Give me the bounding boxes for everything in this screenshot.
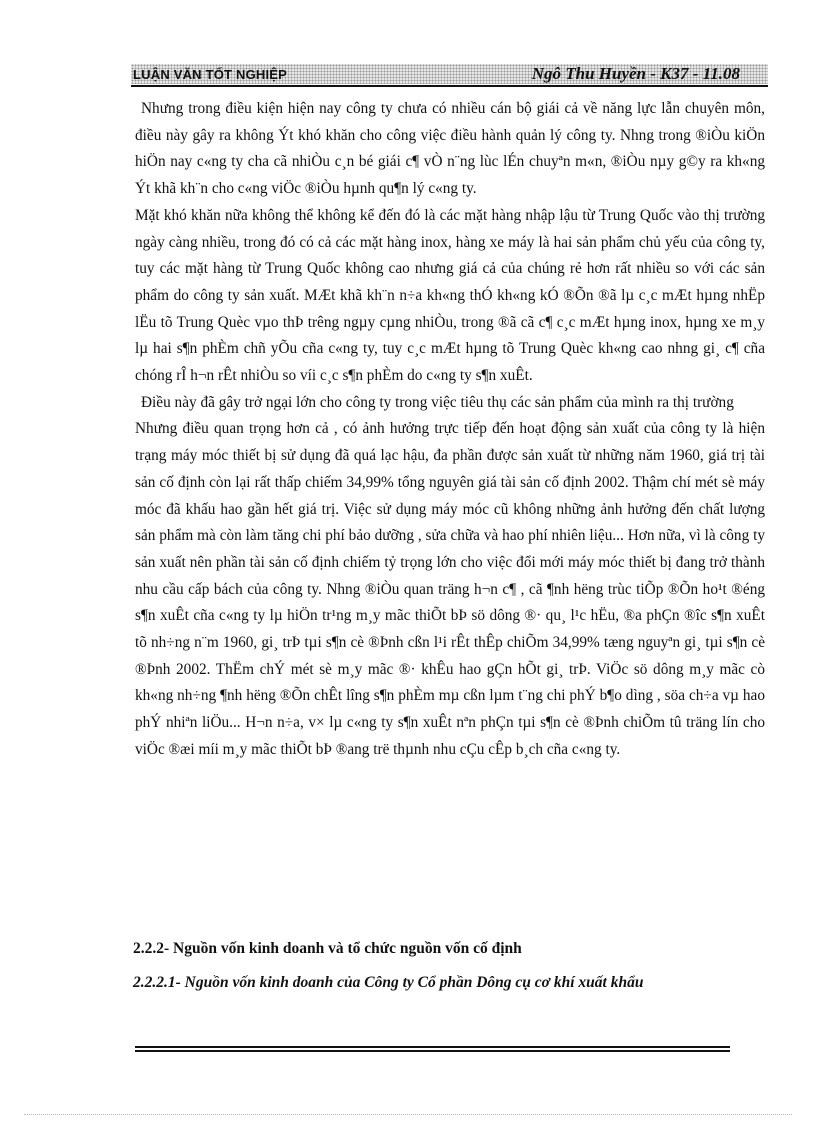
paragraph-4: Nhưng điều quan trọng hơn cả , có ảnh hưởng trực tiếp đến hoạt động sản xuất của công ty là hiện trạng máy móc thiết bị sử dụng đã quá lạc hậu, đa phần được sản xuất từ những năm 1960, giá trị tài sản cố định còn lại rất thấp chiếm 34,99% tổng nguyên giá tài sản cố định 2002. Thậm chí mét sè máy móc đã khấu hao gần hết giá trị. Việc sử dụng máy móc cũ không những ảnh hưởng đến chất lượng sản phẩm mà còn làm tăng chi phí bảo dưỡng , sửa chữa và hao phí nhiên liệu... Hơn nữa, vì là công ty sản xuất nên phần tài sản cố định chiếm tỷ trọng lớn cho việc đổi mới máy móc thiết bị đang trở thành nhu cầu cấp bách của công ty. Nhng ®iÒu quan träng h¬n c¶ , cã ¶nh hëng trùc tiÕp ®Õn ho¹t ®éng s¶n xuÊt cña c«ng ty lµ hiÖn tr¹ng m¸y mãc thiÕt bÞ sö dông ®· qu¸ l¹c hËu, ®a phÇn ®îc s¶n xuÊt tõ nh÷ng n¨m 1960, gi¸ trÞ tµi s¶n cè ®Þnh cßn l¹i rÊt thÊp chiÕm 34,99% tæng nguyªn gi¸ tµi s¶n cè ®Þnh 2002. ThËm chÝ mét sè m¸y mãc ®· khÊu hao gÇn hÕt gi¸ trÞ. ViÖc sö dông m¸y mãc cò kh«ng nh÷ng ¶nh hëng ®Õn chÊt lîng s¶n phÈm mµ cßn lµm t¨ng chi phÝ b¶o dìng , söa ch÷a vµ hao phÝ nhiªn liÖu... H¬n n÷a, v× lµ c«ng ty s¶n xuÊt nªn phÇn tµi s¶n cè ®Þnh chiÕm tû träng lín cho viÖc ®æi míi m¸y mãc thiÕt bÞ ®ang trë thµnh nhu cÇu cÊp b¸ch cña c«ng ty. xyxy=(135,420,765,758)
paragraph-3: Điều này đã gây trở ngại lớn cho công ty trong việc tiêu thụ các sản phẩm của mình ra thị trường xyxy=(141,393,734,411)
paragraph-2: Mặt khó khăn nữa không thể không kể đến đó là các mặt hàng nhập lậu từ Trung Quốc vào thị trường ngày càng nhiều, trong đó có cả các mặt hàng inox, hàng xe máy là hai sản phẩm chủ yếu của công ty, tuy các mặt hàng từ Trung Quốc không cao nhưng giá cả của chúng rẻ hơn rất nhiều so với các sản phẩm do công ty sản xuất. MÆt khã kh¨n n÷a kh«ng thÓ kh«ng kÓ ®Õn ®ã lµ c¸c mÆt hµng nhËp lËu tõ Trung Quèc vµo thÞ trêng ngµy cµng nhiÒu, trong ®ã cã c¶ c¸c mÆt hµng inox, hµng xe m¸y lµ hai s¶n phÈm chñ yÕu cña c«ng ty, tuy c¸c mÆt hµng tõ Trung Quèc kh«ng cao nhng gi¸ c¶ cña chóng rÎ h¬n rÊt nhiÒu so víi c¸c s¶n phÈm do c«ng ty s¶n xuÊt. xyxy=(135,206,765,385)
body-text xyxy=(135,96,765,764)
paragraph-1: Nhưng trong điều kiện hiện nay công ty chưa có nhiều cán bộ giái cả về năng lực lẫn chuyên môn, điều này gây ra không Ýt khó khăn cho công việc điều hành quản lý công ty. Nhng trong ®iÒu kiÖn hiÖn nay c«ng ty cha cã nhiÒu c¸n bé giái c¶ vÒ n¨ng lùc lÉn chuyªn m«n, ®iÒu nµy g©y ra kh«ng Ýt khã kh¨n cho c«ng viÖc ®iÒu hµnh qu¶n lý c«ng ty. xyxy=(135,100,765,198)
header-thesis-label: LUẬN VĂN TỐT NGHIỆP xyxy=(133,67,288,82)
footer-rule-top xyxy=(135,1046,730,1048)
footer-rule-bottom xyxy=(135,1050,730,1052)
header-author: Ngô Thu Huyền - K37 - 11.08 xyxy=(531,64,740,83)
subsection-heading: 2.2.2.1- Nguồn vốn kinh doanh của Công ty Cổ phần Dông cụ cơ khí xuất khẩu xyxy=(133,974,644,991)
section-heading: 2.2.2- Nguồn vốn kinh doanh và tổ chức nguồn vốn cố định xyxy=(133,940,522,957)
page-header xyxy=(131,62,768,86)
header-rule xyxy=(131,85,768,87)
page-bottom-border xyxy=(24,1114,792,1115)
